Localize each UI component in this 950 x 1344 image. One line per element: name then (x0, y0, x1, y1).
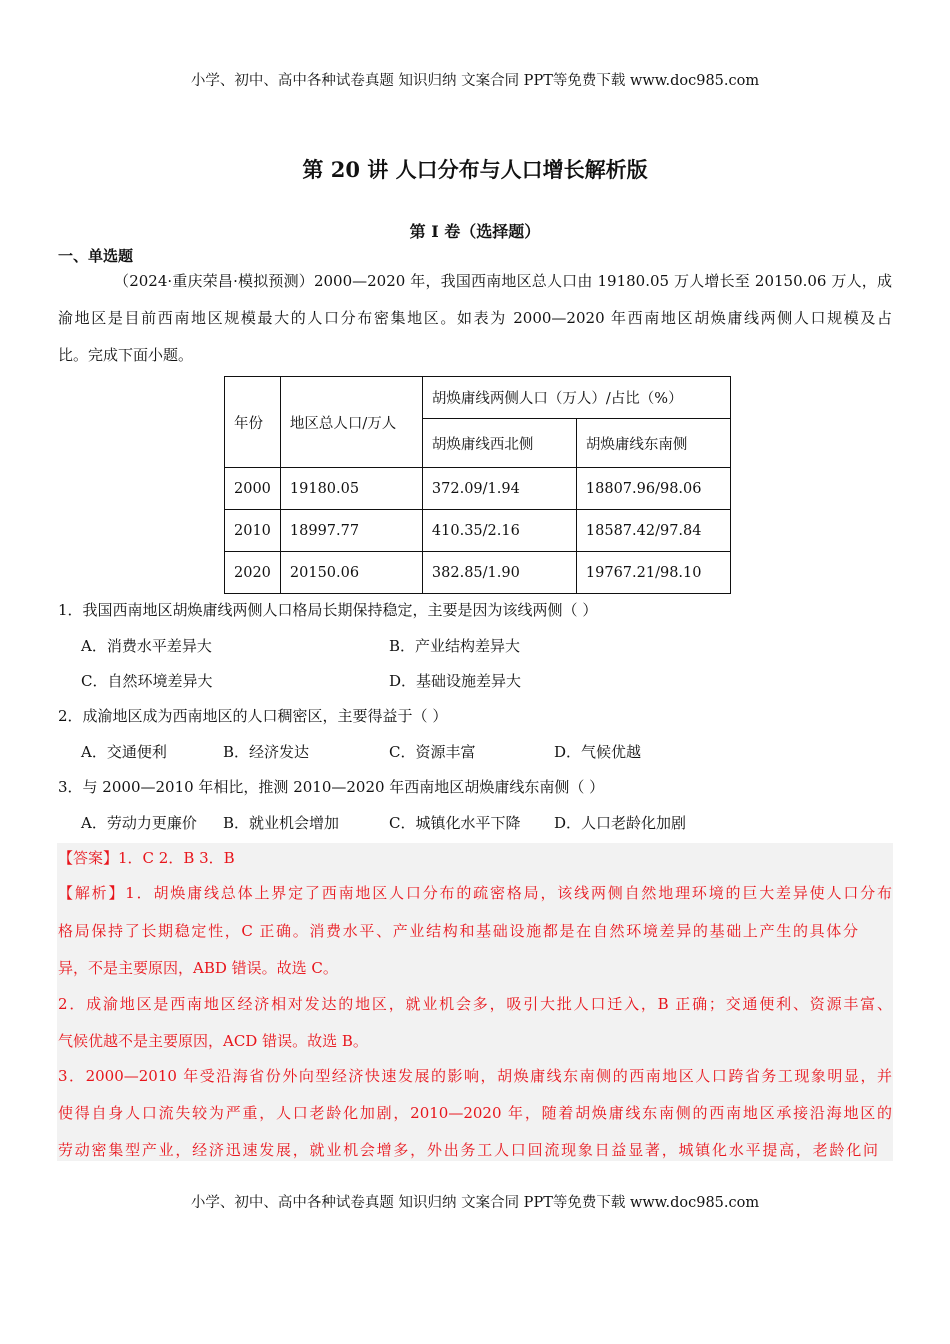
q2-option-c: C．资源丰富 (389, 743, 476, 761)
header-year: 年份 (225, 377, 281, 468)
q3-option-c: C．城镇化水平下降 (389, 814, 521, 832)
analysis-line: 劳动密集型产业，经济迅速发展，就业机会增多，外出务工人口回流现象日益显著，城镇化水平提高，老龄化问 (58, 1141, 878, 1159)
cell: 2000 (225, 468, 281, 510)
section-subtitle: 第 I 卷（选择题） (409, 222, 541, 241)
analysis-line: 气候优越不是主要原因，ACD 错误。故选 B。 (58, 1032, 368, 1050)
analysis-line: 格局保持了长期稳定性，C 正确。消费水平、产业结构和基础设施都是在自然环境差异的基础上产生的具体分 (58, 922, 858, 940)
cell: 18997.77 (280, 510, 422, 552)
intro-line: （2024·重庆荣昌·模拟预测）2000—2020 年，我国西南地区总人口由 19180.05 万人增长至 20150.06 万人，成 (114, 272, 892, 290)
q2-option-d: D．气候优越 (554, 743, 642, 761)
cell: 18807.96/98.06 (576, 468, 730, 510)
analysis-line: 3．2000—2010 年受沿海省份外向型经济快速发展的影响，胡焕庸线东南侧的西南地区人口跨省务工现象明显，并 (58, 1067, 892, 1085)
q2-option-b: B．经济发达 (223, 743, 310, 761)
header-southeast: 胡焕庸线东南侧 (576, 419, 730, 468)
header-total: 地区总人口/万人 (280, 377, 422, 468)
page-footer: 小学、初中、高中各种试卷真题 知识归纳 文案合同 PPT等免费下载 www.doc985.com (190, 1195, 760, 1211)
table-row (225, 552, 731, 594)
cell: 2020 (225, 552, 281, 594)
cell: 19180.05 (280, 468, 422, 510)
header-northwest: 胡焕庸线西北侧 (422, 419, 576, 468)
cell: 2010 (225, 510, 281, 552)
table-row (225, 510, 731, 552)
question-3-stem: 3．与 2000—2010 年相比，推测 2010—2020 年西南地区胡焕庸线东南侧（ ） (58, 778, 605, 796)
analysis-line: 【解析】1．胡焕庸线总体上界定了西南地区人口分布的疏密格局，该线两侧自然地理环境的巨大差异使人口分布 (58, 884, 892, 902)
header-group: 胡焕庸线两侧人口（万人）/占比（%） (422, 377, 730, 419)
page-title: 第 20 讲 人口分布与人口增长解析版 (302, 157, 648, 182)
intro-line: 比。完成下面小题。 (58, 346, 194, 364)
q1-option-d: D．基础设施差异大 (389, 672, 522, 690)
q2-option-a: A．交通便利 (81, 743, 167, 761)
analysis-line: 异，不是主要原因，ABD 错误。故选 C。 (58, 959, 338, 977)
table-row (225, 468, 731, 510)
q1-option-c: C．自然环境差异大 (81, 672, 213, 690)
cell: 410.35/2.16 (422, 510, 576, 552)
cell: 382.85/1.90 (422, 552, 576, 594)
q3-option-b: B．就业机会增加 (223, 814, 340, 832)
answer-line: 【答案】1．C 2．B 3．B (58, 849, 235, 867)
analysis-line: 2．成渝地区是西南地区经济相对发达的地区，就业机会多，吸引大批人口迁入，B 正确；交通便利、资源丰富、 (58, 995, 892, 1013)
population-table (224, 376, 731, 594)
analysis-line: 使得自身人口流失较为严重，人口老龄化加剧，2010—2020 年，随着胡焕庸线东南侧的西南地区承接沿海地区的 (58, 1104, 892, 1122)
question-2-stem: 2．成渝地区成为西南地区的人口稠密区，主要得益于（ ） (58, 707, 448, 725)
intro-line: 渝地区是目前西南地区规模最大的人口分布密集地区。如表为 2000—2020 年西南地区胡焕庸线两侧人口规模及占 (58, 309, 892, 327)
cell: 20150.06 (280, 552, 422, 594)
q3-option-d: D．人口老龄化加剧 (554, 814, 687, 832)
cell: 372.09/1.94 (422, 468, 576, 510)
q3-option-a: A．劳动力更廉价 (81, 814, 197, 832)
q1-option-b: B．产业结构差异大 (389, 637, 521, 655)
cell: 19767.21/98.10 (576, 552, 730, 594)
section-heading: 一、单选题 (58, 247, 134, 265)
page-header: 小学、初中、高中各种试卷真题 知识归纳 文案合同 PPT等免费下载 www.doc985.com (190, 73, 760, 89)
question-1-stem: 1．我国西南地区胡焕庸线两侧人口格局长期保持稳定，主要是因为该线两侧（ ） (58, 601, 598, 619)
cell: 18587.42/97.84 (576, 510, 730, 552)
q1-option-a: A．消费水平差异大 (81, 637, 212, 655)
